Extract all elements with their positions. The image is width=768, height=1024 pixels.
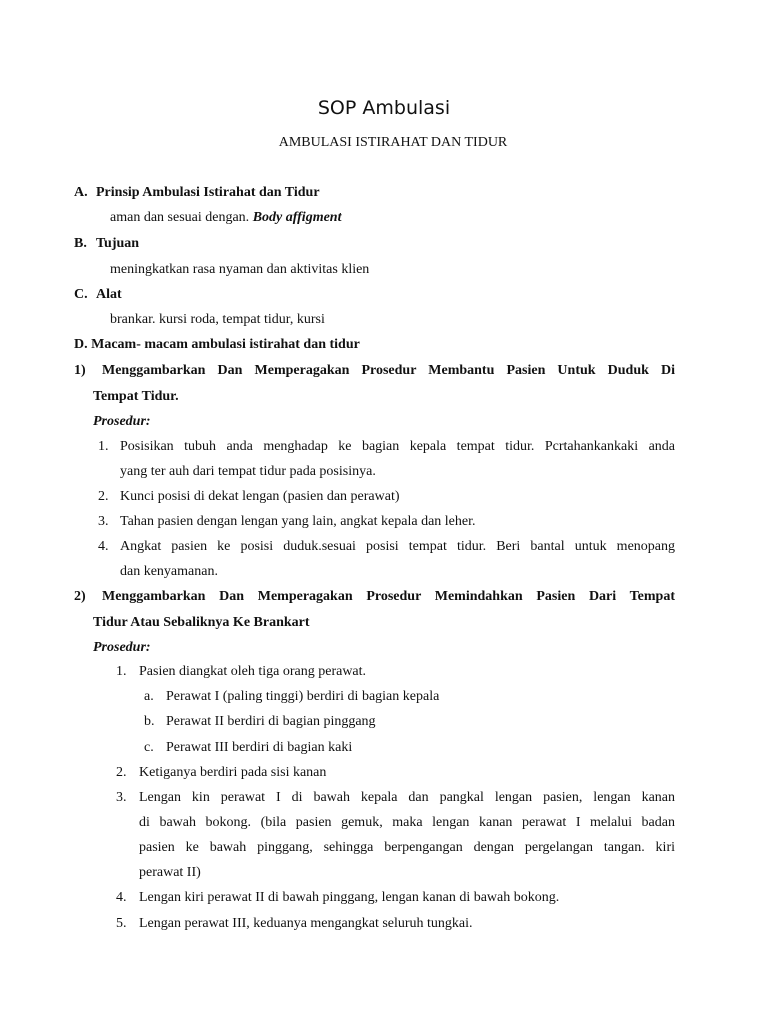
section-a-text [110, 209, 341, 227]
section-d-heading: D. Macam- macam ambulasi istirahat dan tidur [74, 337, 360, 352]
procedure-1-step-number: 1. [98, 439, 109, 454]
section-b-text: meningkatkan rasa nyaman dan aktivitas klien [110, 262, 370, 277]
procedure-2-step-number: 5. [116, 916, 127, 931]
procedure-2-label: 2) [74, 589, 86, 604]
procedure-2-substep-letter: b. [144, 714, 155, 729]
procedure-1-prosedur-label: Prosedur: [93, 414, 151, 429]
section-b-label: B. [74, 236, 87, 251]
section-b-heading: Tujuan [96, 236, 140, 251]
document-title: SOP Ambulasi [317, 97, 451, 119]
section-a-label: A. [74, 185, 88, 200]
procedure-1-step-text-cont: yang ter auh dari tempat tidur pada posisinya. [120, 464, 376, 479]
procedure-2-step-number: 3. [116, 790, 127, 805]
procedure-1-step-text: Angkat pasien ke posisi duduk.sesuai posisi tempat tidur. Beri bantal untuk menopang [120, 539, 675, 554]
procedure-1-step-text: Kunci posisi di dekat lengan (pasien dan perawat) [120, 489, 400, 504]
procedure-2-substep-text: Perawat II berdiri di bagian pinggang [166, 714, 376, 729]
procedure-1-step-text-cont: dan kenyamanan. [120, 564, 218, 579]
procedure-1-step-number: 3. [98, 514, 109, 529]
procedure-2-step-number: 1. [116, 664, 127, 679]
procedure-2-prosedur-label: Prosedur: [93, 640, 151, 655]
procedure-2-step-text-cont: perawat II) [139, 865, 201, 880]
procedure-2-step-text: Lengan kiri perawat II di bawah pinggang, lengan kanan di bawah bokong. [139, 890, 560, 905]
procedure-2-step-number: 4. [116, 890, 127, 905]
section-a-heading: Prinsip Ambulasi Istirahat dan Tidur [96, 185, 320, 200]
section-a-text-emphasis: Body affigment [252, 210, 342, 225]
section-a-text-plain: aman dan sesuai dengan. [110, 210, 250, 225]
section-c-text: brankar. kursi roda, tempat tidur, kursi [110, 312, 325, 327]
procedure-2-step-text: Lengan kin perawat I di bawah kepala dan pangkal lengan pasien, lengan kanan [139, 790, 675, 805]
procedure-1-step-number: 2. [98, 489, 109, 504]
procedure-2-heading-line1: Menggambarkan Dan Memperagakan Prosedur Memindahkan Pasien Dari Tempat [102, 589, 675, 604]
procedure-2-step-text: Ketiganya berdiri pada sisi kanan [139, 765, 327, 780]
procedure-2-substep-text: Perawat I (paling tinggi) berdiri di bagian kepala [166, 689, 440, 704]
procedure-2-substep-letter: c. [144, 740, 154, 755]
procedure-2-substep-text: Perawat III berdiri di bagian kaki [166, 740, 353, 755]
procedure-2-step-text-cont: di bawah bokong. (bila pasien gemuk, maka lengan kanan perawat I melalui badan [139, 815, 675, 830]
procedure-1-heading-line1: Menggambarkan Dan Memperagakan Prosedur Membantu Pasien Untuk Duduk Di [102, 363, 675, 378]
procedure-2-substep-letter: a. [144, 689, 154, 704]
procedure-1-step-text: Tahan pasien dengan lengan yang lain, angkat kepala dan leher. [120, 514, 476, 529]
procedure-2-step-number: 2. [116, 765, 127, 780]
document-subtitle: AMBULASI ISTIRAHAT DAN TIDUR [278, 135, 508, 150]
procedure-2-step-text: Pasien diangkat oleh tiga orang perawat. [139, 664, 367, 679]
procedure-1-step-number: 4. [98, 539, 109, 554]
procedure-2-step-text-cont: pasien ke bawah pinggang, sehingga berpengangan dengan pergelangan tangan. kiri [139, 840, 675, 855]
procedure-2-heading-line2: Tidur Atau Sebaliknya Ke Brankart [93, 615, 310, 630]
procedure-2-step-text: Lengan perawat III, keduanya mengangkat seluruh tungkai. [139, 916, 473, 931]
section-c-label: C. [74, 287, 88, 302]
procedure-1-label: 1) [74, 363, 86, 378]
procedure-1-step-text: Posisikan tubuh anda menghadap ke bagian kepala tempat tidur. Pcrtahankankaki anda [120, 439, 675, 454]
section-c-heading: Alat [96, 287, 122, 302]
procedure-1-heading-line2: Tempat Tidur. [93, 389, 179, 404]
